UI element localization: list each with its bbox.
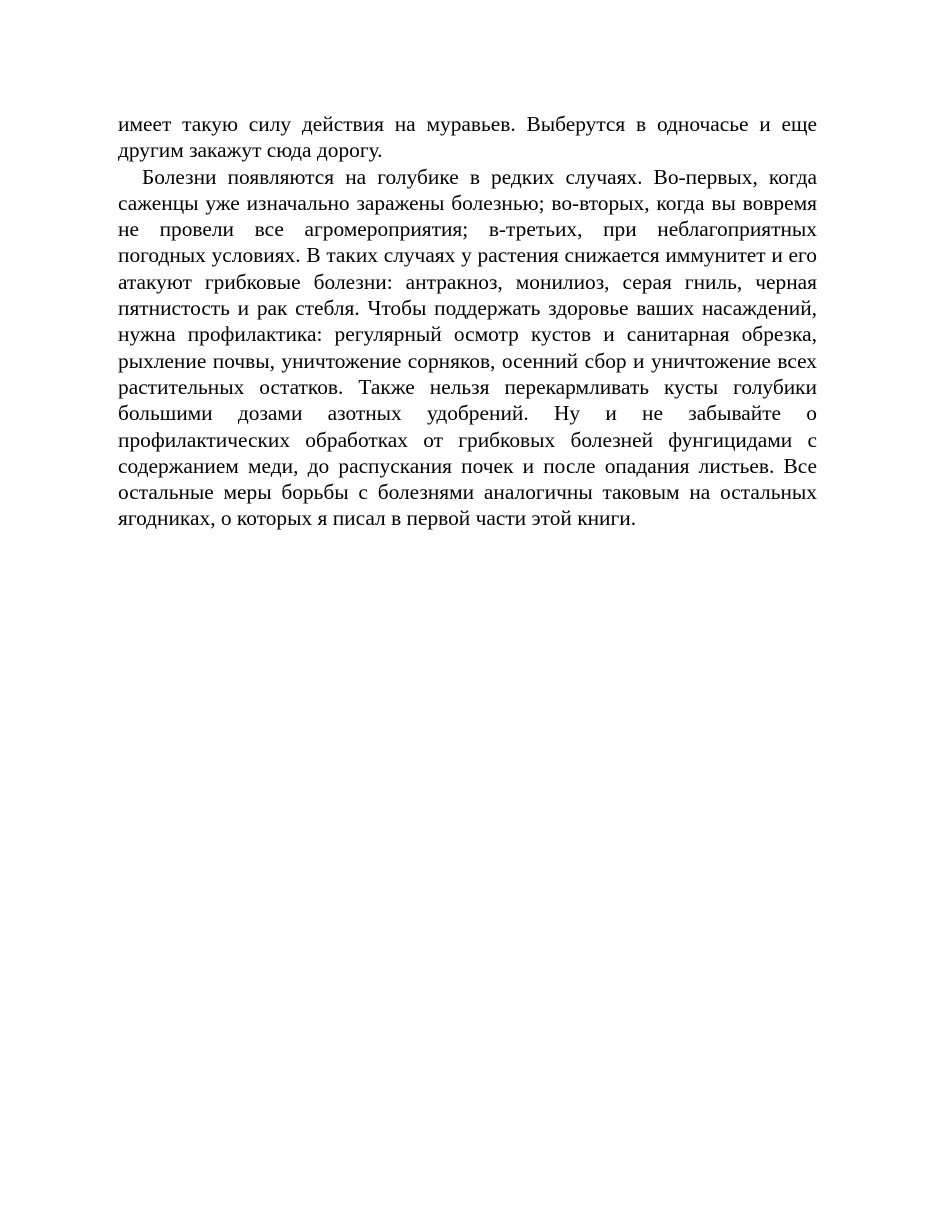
paragraph-continuation: имеет такую силу действия на муравьев. Выберутся в одночасье и еще другим закажут сюда дорогу.	[118, 112, 817, 163]
paragraph-diseases: Болезни появляются на голубике в редких случаях. Во-первых, когда саженцы уже изначально заражены болезнью; во-вторых, когда вы вовремя не провели все агромероприятия; в-третьих, при неблагоприятных погодных условиях. В таких случаях у растения снижается иммунитет и его атакуют грибковые болезни: антракноз, монилиоз, серая гниль, черная пятнистость и рак стебля. Чтобы поддержать здоровье ваших насаждений, нужна профилактика: регулярный осмотр кустов и санитарная обрезка, рыхление почвы, уничтожение сорняков, осенний сбор и уничтожение всех растительных остатков. Также нельзя перекармливать кусты голубики большими дозами азотных удобрений. Ну и не забывайте о профилактических обработках от грибковых болезней фунгицидами с содержанием меди, до распускания почек и после опадания листьев. Все остальные меры борьбы с болезнями аналогичны таковым на остальных ягодниках, о которых я писал в первой части этой книги.	[118, 164, 817, 531]
body-text	[118, 111, 817, 532]
